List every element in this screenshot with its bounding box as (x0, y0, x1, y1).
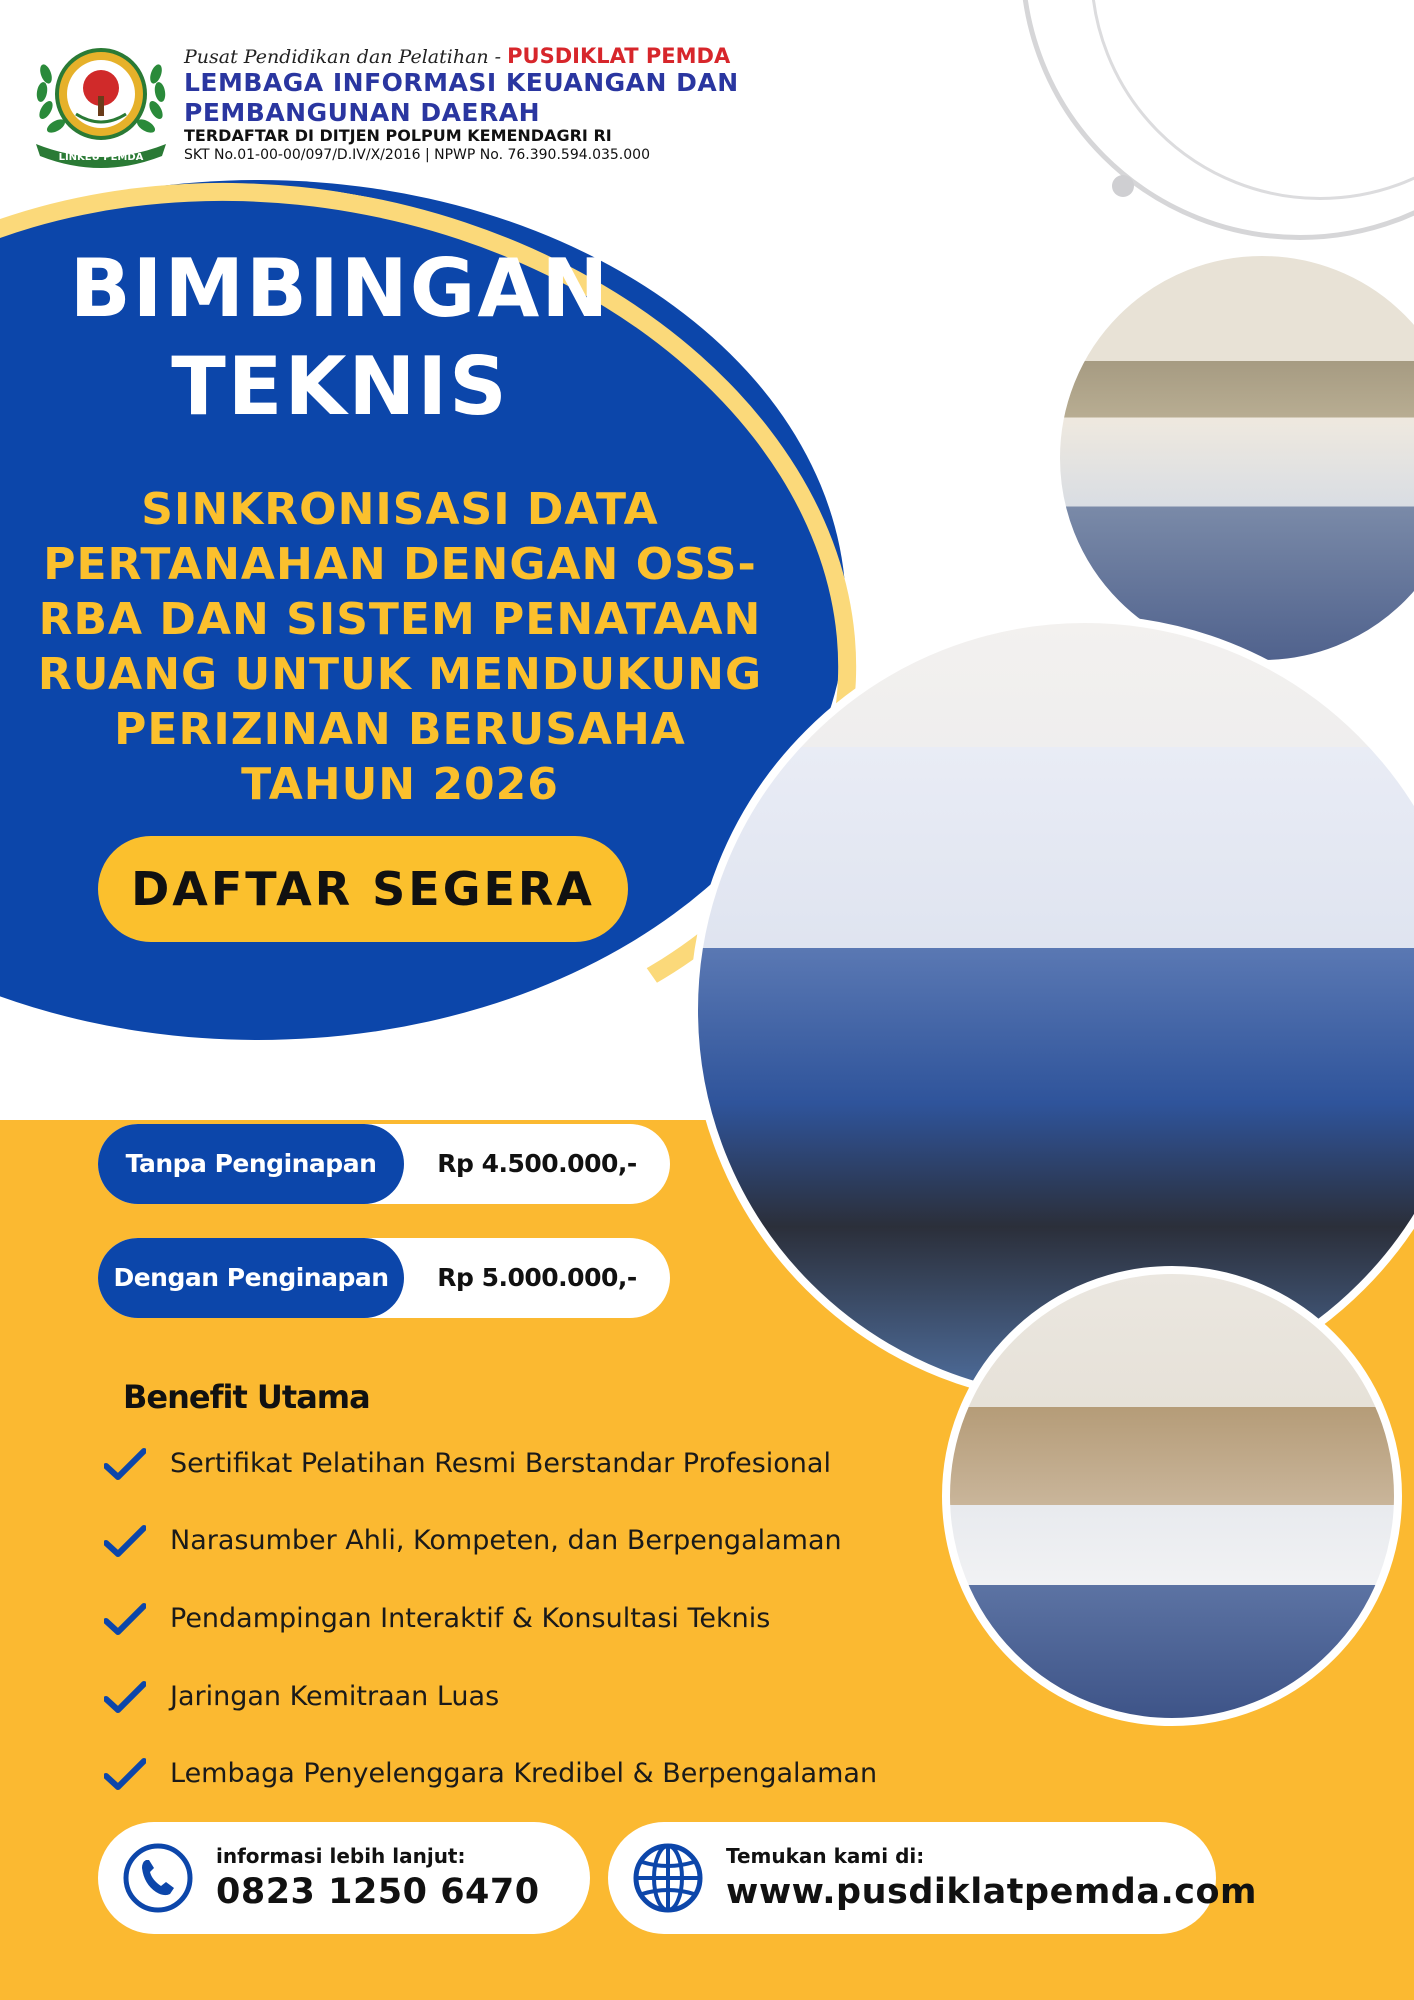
price-value: Rp 4.500.000,- (437, 1149, 637, 1178)
price-row (98, 1238, 670, 1318)
register-button[interactable]: DAFTAR SEGERA (98, 836, 628, 942)
event-photo-classroom (942, 1266, 1402, 1726)
svg-text:LINKEU PEMDA: LINKEU PEMDA (58, 152, 144, 163)
check-icon (104, 1603, 146, 1635)
headline-title: BIMBINGAN TEKNIS (69, 242, 611, 433)
check-icon (104, 1448, 146, 1480)
check-icon (104, 1525, 146, 1557)
check-icon (104, 1758, 146, 1790)
benefit-title: Benefit Utama (123, 1378, 370, 1416)
price-row (98, 1124, 670, 1204)
globe-icon (632, 1842, 704, 1914)
org-registration: TERDAFTAR DI DITJEN POLPUM KEMENDAGRI RI (184, 126, 612, 145)
price-label: Tanpa Penginapan (98, 1124, 404, 1204)
benefit-text: Lembaga Penyelenggara Kredibel & Berpengalaman (170, 1758, 878, 1789)
benefit-text: Pendampingan Interaktif & Konsultasi Teknis (170, 1603, 771, 1634)
org-tagline: Pusat Pendidikan dan Pelatihan - PUSDIKLAT PEMDA (184, 44, 731, 68)
benefit-text: Sertifikat Pelatihan Resmi Berstandar Profesional (170, 1448, 831, 1479)
linkeu-pemda-logo (26, 40, 176, 168)
benefit-text: Jaringan Kemitraan Luas (170, 1681, 500, 1712)
org-brand: PUSDIKLAT PEMDA (507, 44, 731, 68)
phone-number[interactable]: 0823 1250 6470 (216, 1872, 540, 1912)
phone-label: informasi lebih lanjut: (216, 1844, 466, 1868)
phone-icon (122, 1842, 194, 1914)
price-value: Rp 5.000.000,- (437, 1263, 637, 1292)
price-label: Dengan Penginapan (98, 1238, 404, 1318)
phone-contact[interactable] (98, 1822, 590, 1934)
org-license: SKT No.01-00-00/097/D.IV/X/2016 | NPWP No. 76.390.594.035.000 (184, 147, 650, 163)
website-url[interactable]: www.pusdiklatpemda.com (726, 1872, 1258, 1912)
headline-subtitle: SINKRONISASI DATA PERTANAHAN DENGAN OSS-RBA DAN SISTEM PENATAAN RUANG UNTUK MENDUKUNG PERIZINAN BERUSAHA TAHUN 2026 (37, 484, 763, 810)
check-icon (104, 1681, 146, 1713)
org-name: LEMBAGA INFORMASI KEUANGAN DAN PEMBANGUNAN DAERAH (184, 68, 739, 127)
benefit-text: Narasumber Ahli, Kompeten, dan Berpengalaman (170, 1525, 842, 1556)
website-label: Temukan kami di: (726, 1844, 925, 1868)
website-contact[interactable] (608, 1822, 1258, 1934)
